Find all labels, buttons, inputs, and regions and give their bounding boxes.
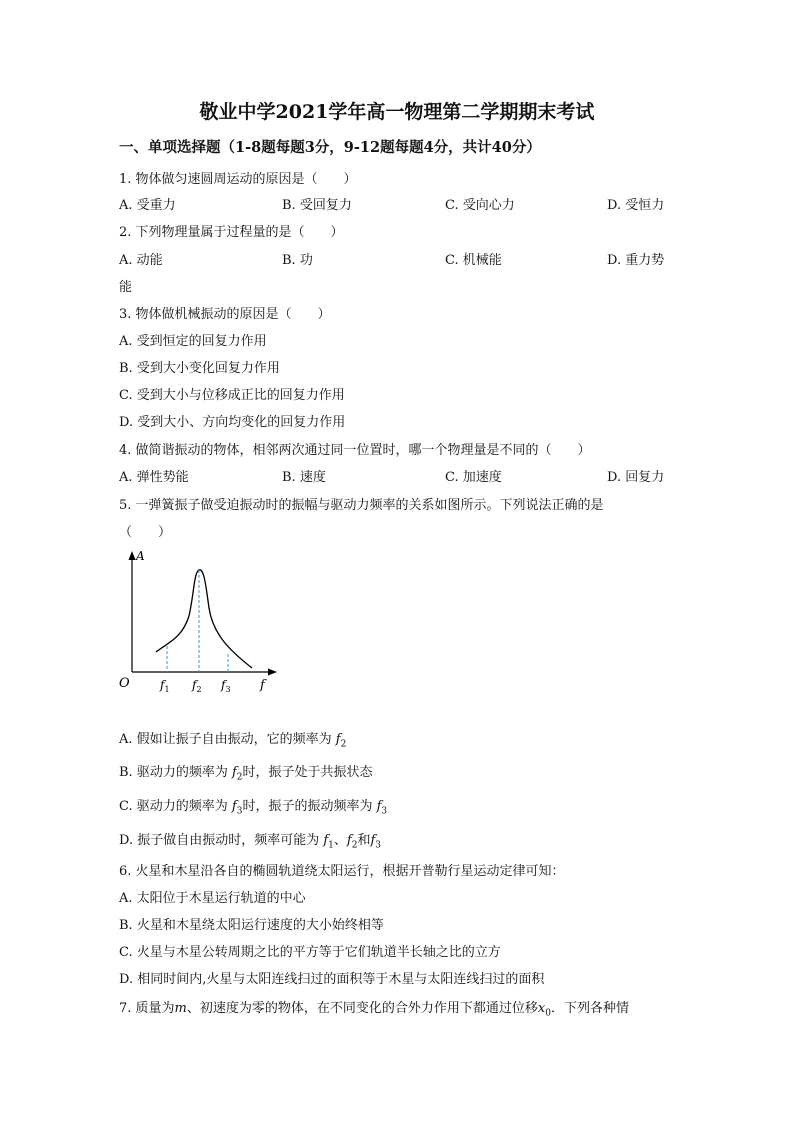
- q3-option-b: B. 受到大小变化回复力作用: [119, 361, 280, 376]
- y-axis-arrow: [129, 551, 136, 560]
- q5-option-a: A. 假如让振子自由振动，它的频率为 $f_2$: [119, 732, 347, 750]
- x-axis-label: f: [260, 678, 265, 693]
- amplitude-curve: [156, 570, 252, 668]
- question-2-stem: 2. 下列物理量属于过程量的是（ ）: [119, 225, 344, 240]
- q4-option-d: D. 回复力: [607, 470, 665, 485]
- q1-option-b: B. 受回复力: [282, 198, 352, 213]
- tick-label-f3: $f_3$: [221, 678, 231, 694]
- exam-title: 敬业中学2021学年高一物理第二学期期末考试: [199, 101, 595, 123]
- q1-option-d: D. 受恒力: [607, 198, 665, 213]
- q2-option-d-wrap: 能: [119, 280, 133, 295]
- q3-option-c: C. 受到大小与位移成正比的回复力作用: [119, 388, 345, 403]
- q2-option-d: D. 重力势: [607, 253, 665, 268]
- q6-option-a: A. 太阳位于木星运行轨道的中心: [119, 891, 306, 906]
- q2-option-a: A. 动能: [119, 253, 163, 268]
- q5-option-b: B. 驱动力的频率为 $f_2$时，振子处于共振状态: [119, 765, 373, 783]
- q4-option-b: B. 速度: [282, 470, 326, 485]
- question-3-stem: 3. 物体做机械振动的原因是（ ）: [119, 307, 331, 322]
- q4-option-c: C. 加速度: [445, 470, 502, 485]
- q1-option-a: A. 受重力: [119, 198, 176, 213]
- q3-option-a: A. 受到恒定的回复力作用: [119, 334, 267, 349]
- resonance-curve-figure: [114, 546, 284, 696]
- question-7-stem: 7. 质量为m、初速度为零的物体，在不同变化的合外力作用下都通过位移$x_0$．下列各种情: [119, 1001, 629, 1019]
- x-axis-arrow: [268, 669, 277, 676]
- question-5-stem: 5. 一弹簧振子做受迫振动时的振幅与驱动力频率的关系如图所示。下列说法正确的是: [119, 498, 604, 513]
- q6-option-d: D. 相同时间内,火星与太阳连线扫过的面积等于木星与太阳连线扫过的面积: [119, 972, 545, 987]
- origin-label: O: [119, 676, 130, 691]
- q1-option-c: C. 受向心力: [445, 198, 515, 213]
- question-4-stem: 4. 做简谐振动的物体，相邻两次通过同一位置时，哪一个物理量是不同的（ ）: [119, 443, 591, 458]
- tick-label-f2: $f_2$: [192, 678, 202, 694]
- q6-option-c: C. 火星与木星公转周期之比的平方等于它们轨道半长轴之比的立方: [119, 945, 501, 960]
- q6-option-b: B. 火星和木星绕太阳运行速度的大小始终相等: [119, 918, 384, 933]
- question-1-stem: 1. 物体做匀速圆周运动的原因是（ ）: [119, 172, 357, 187]
- q4-option-a: A. 弹性势能: [119, 470, 189, 485]
- question-6-stem: 6. 火星和木星沿各自的椭圆轨道绕太阳运行，根据开普勒行星运动定律可知：: [119, 864, 565, 879]
- section-heading: 一、单项选择题（1-8题每题3分，9-12题每题4分，共计40分）: [119, 139, 541, 156]
- q5-option-c: C. 驱动力的频率为 $f_3$时，振子的振动频率为 $f_3$: [119, 799, 388, 817]
- question-5-stem-cont: （ ）: [119, 525, 172, 540]
- y-axis-label: A: [136, 549, 145, 563]
- q2-option-b: B. 功: [282, 253, 313, 268]
- q2-option-c: C. 机械能: [445, 253, 502, 268]
- q3-option-d: D. 受到大小、方向均变化的回复力作用: [119, 415, 346, 430]
- tick-label-f1: $f_1$: [160, 678, 170, 694]
- q5-option-d: D. 振子做自由振动时，频率可能为 $f_1$、$f_2$和$f_3$: [119, 833, 382, 851]
